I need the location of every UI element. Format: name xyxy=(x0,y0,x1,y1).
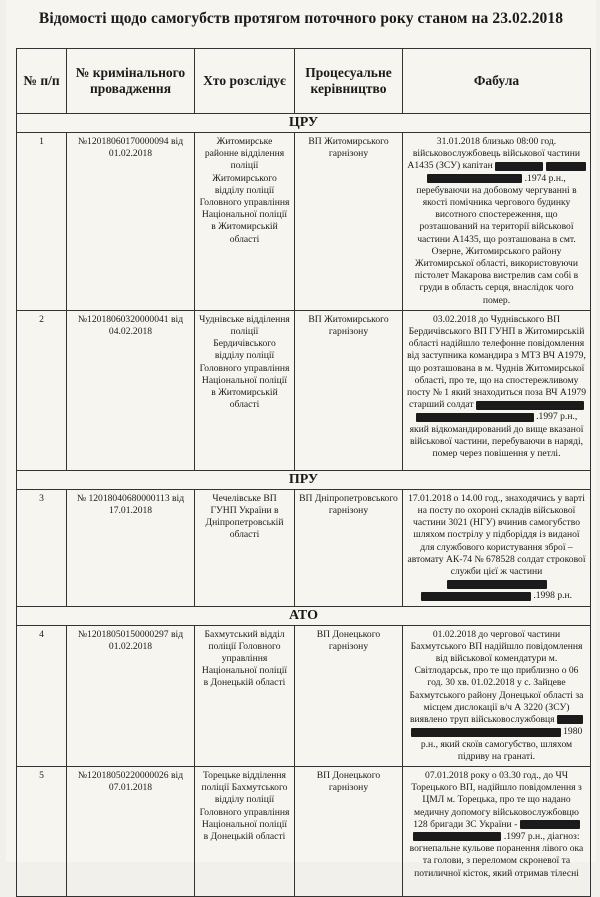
header-case: № кримінального провадження xyxy=(67,49,195,114)
facts-cell xyxy=(403,310,591,470)
case-number: №12018060170000094 від 01.02.2018 xyxy=(67,133,195,311)
row-number: 3 xyxy=(17,489,67,606)
section-row xyxy=(17,114,591,133)
procedural-guidance: ВП Житомирського гарнізону xyxy=(295,310,403,470)
section-title: ЦРУ xyxy=(17,114,591,133)
facts-text: 03.02.2018 до Чуднівського ВП Бердичівського ВП ГУНП в Житомирській області надійшло телефонне повідомлення від заступника командира з МТЗ ВЧ А1979, що розташована в м. Чуднів Житомирської області, про те, що на спостережливому посту № 1 який знаходиться поза ВЧ А1979 старший солдат xyxy=(407,313,587,411)
redaction-bar xyxy=(476,401,584,410)
facts-cell xyxy=(403,133,591,311)
case-number: №12018060320000041 від 04.02.2018 xyxy=(67,310,195,470)
procedural-guidance: ВП Донецького гарнізону xyxy=(295,625,403,766)
redaction-bar xyxy=(421,592,531,601)
facts-text: .1997 р.н., який відкомандирований до вище вказаної військової частини, перебуваючи в наряді, помер через повішення у петлі. xyxy=(409,411,584,460)
facts-text: 31.01.2018 близько 08:00 год. військовослужбовець військової частини А1435 (ЗСУ) капітан xyxy=(407,136,581,172)
table-row xyxy=(17,766,591,896)
table-row xyxy=(17,625,591,766)
investigator: Чечелівське ВП ГУНП України в Дніпропетровській області xyxy=(195,489,295,606)
facts-text: .1974 р.н., перебуваючи на добовому чергуванні в якості помічника чергового будинку висотного спостереження, що розташований на території військової частини А1435, що розташована в смт. Озерне, Житомирського району Житомирської області, використовуючи пістолет Макарова вистрелив сам собі в груди в область серця, внаслідок чого помер. xyxy=(414,172,579,306)
section-row xyxy=(17,470,591,489)
investigator: Торецьке відділення поліції Бахмутського відділу поліції Головного управління Національної поліції в Донецькій області xyxy=(195,766,295,896)
redaction-bar xyxy=(557,715,583,724)
procedural-guidance: ВП Донецького гарнізону xyxy=(295,766,403,896)
header-procedural: Процесуальне керівництво xyxy=(295,49,403,114)
redaction-bar xyxy=(413,832,501,841)
section-row xyxy=(17,606,591,625)
procedural-guidance: ВП Житомирського гарнізону xyxy=(295,133,403,311)
header-facts: Фабула xyxy=(403,49,591,114)
redaction-bar xyxy=(411,728,561,737)
facts-text: 17.01.2018 о 14.00 год., знаходячись у варті на посту по охороні складів військової частини 3021 (НГУ) вчинив самогубство шляхом пострілу у підборіддя із виданої для службового користування зброї – автомату АК-74 № 678528 солдат строкової служби цієї ж частини xyxy=(407,492,586,578)
table-row xyxy=(17,310,591,470)
investigator: Чуднівське відділення поліції Бердичівського відділу поліції Головного управління Національної поліції в Житомирській області xyxy=(195,310,295,470)
investigator: Житомирське районне відділення поліції Житомирського відділу поліції Головного управління Національної поліції в Житомирській області xyxy=(195,133,295,311)
facts-text: 01.02.2018 до чергової частини Бахмутського ВП надійшло повідомлення від військової комендатури м. Світлодарськ, про те що приблизно о 06 год. 30 хв. 01.02.2018 у с. Зайцеве Бахмутського району Донецької області за місцем дислокації в/ч А 3220 (ЗСУ) виявлено труп військовослужбовця xyxy=(409,628,584,726)
case-number: № 12018040680000113 від 17.01.2018 xyxy=(67,489,195,606)
redaction-bar xyxy=(416,413,534,422)
case-number: №12018050220000026 від 07.01.2018 xyxy=(67,766,195,896)
header-row xyxy=(17,49,591,114)
investigator: Бахмутський відділ поліції Головного управління Національної поліції в Донецькій області xyxy=(195,625,295,766)
redaction-bar xyxy=(495,162,543,171)
facts-cell xyxy=(403,489,591,606)
procedural-guidance: ВП Дніпропетровського гарнізону xyxy=(295,489,403,606)
facts-cell xyxy=(403,625,591,766)
facts-text: .1997 р.н., діагноз: вогнепальне кульове поранення лівого ока та голови, з переломом скроневої та потиличної кісток, який отримав тілесні xyxy=(409,830,584,879)
row-number: 1 xyxy=(17,133,67,311)
section-title: АТО xyxy=(17,606,591,625)
table-row xyxy=(17,133,591,311)
redaction-bar xyxy=(427,174,522,183)
case-number: №12018050150000297 від 01.02.2018 xyxy=(67,625,195,766)
table-row xyxy=(17,489,591,606)
section-title: ПРУ xyxy=(17,470,591,489)
facts-text: .1998 р.н. xyxy=(533,590,573,602)
document-title: Відомості щодо самогубств протягом поточного року станом на 23.02.2018 xyxy=(38,10,564,27)
redaction-bar xyxy=(520,820,580,829)
facts-text: 1980 р.н., який скоїв самогубство, шляхом підриву на гранаті. xyxy=(420,726,583,762)
document-page xyxy=(6,0,596,879)
header-investigator: Хто розслідує xyxy=(195,49,295,114)
redaction-bar xyxy=(546,162,586,171)
redaction-bar xyxy=(447,580,547,589)
row-number: 5 xyxy=(17,766,67,896)
suicides-table xyxy=(16,48,591,897)
header-num: № п/п xyxy=(17,49,67,114)
row-number: 4 xyxy=(17,625,67,766)
facts-text: 07.01.2018 року о 03.30 год., до ЧЧ Торецького ВП, надійшло повідомлення з ЦМЛ м. Торецька, про те що надано медичну допомогу військовослужбовцю 128 бригади ЗС України - xyxy=(411,769,582,830)
facts-cell xyxy=(403,766,591,896)
row-number: 2 xyxy=(17,310,67,470)
